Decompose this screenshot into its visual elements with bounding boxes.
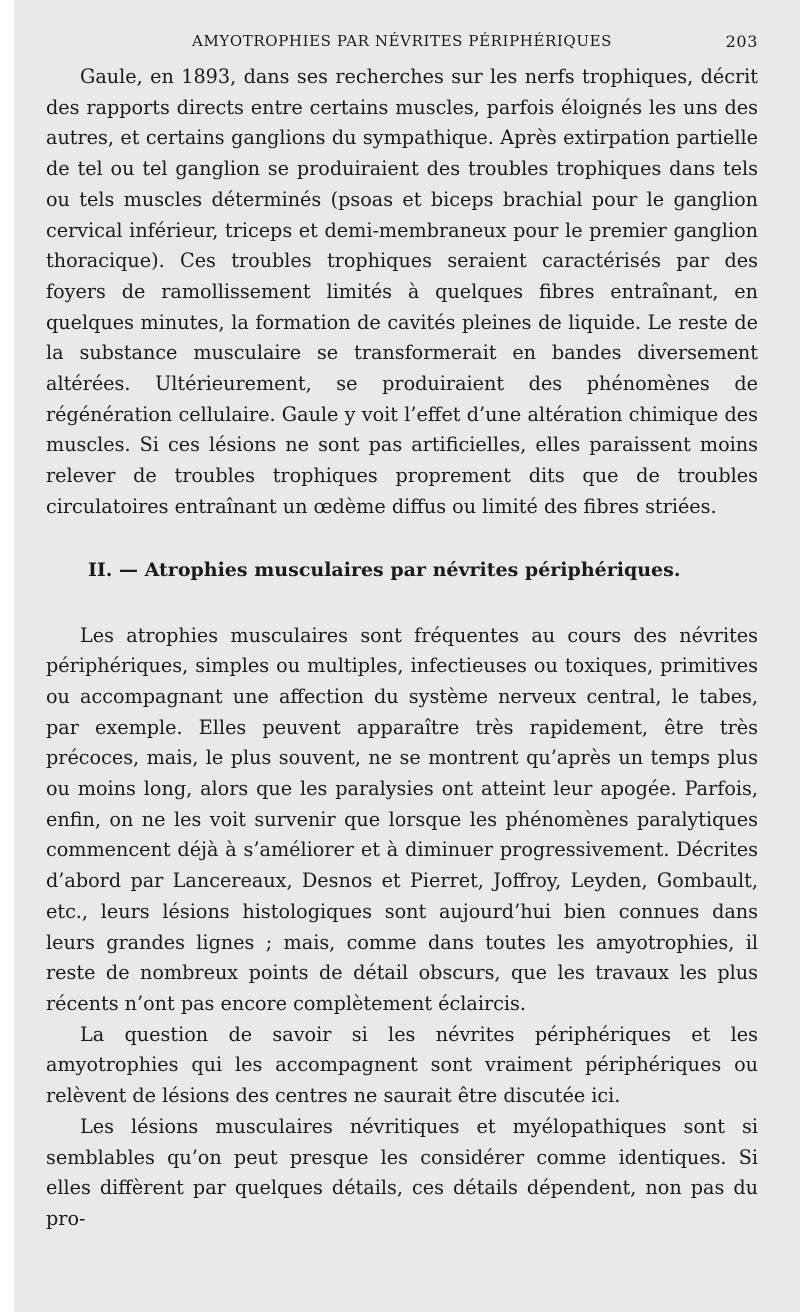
running-title: AMYOTROPHIES PAR NÉVRITES PÉRIPHÉRIQUES <box>192 32 612 50</box>
paragraph-atrophies: Les atrophies musculaires sont fréquentes au cours des névrites périphériques, simples ou multiples, infectieuses ou toxiques, primitives ou accompagnant une affection du système nerveux central, le tabes, par exemple. Elles peuvent apparaître très rapidement, être très précoces, mais, le plus souvent, ne se montrent qu’après un temps plus ou moins long, alors que les paralysies ont atteint leur apogée. Parfois, enfin, on ne les voit survenir que lorsque les phénomènes paralytiques commencent déjà à s’améliorer et à diminuer progressivement. Décrites d’abord par Lancereaux, Desnos et Pierret, Joffroy, Leyden, Gombault, etc., leurs lésions histologiques sont aujourd’hui bien connues dans leurs grandes lignes ; mais, comme dans toutes les amyotrophies, il reste de nombreux points de détail obscurs, que les travaux les plus récents n’ont pas encore complètement éclaircis. <box>46 623 758 1015</box>
section-heading: II. — Atrophies musculaires par névrites périphériques. <box>88 558 681 581</box>
paragraph-lesions: Les lésions musculaires névritiques et myélopathiques sont si semblables qu’on peut presque les considérer comme identiques. Si elles diffèrent par quelques détails, ces détails dépendent, non pas du pro- <box>46 1114 758 1230</box>
page-number: 203 <box>725 32 758 51</box>
paragraph-gaule: Gaule, en 1893, dans ses recherches sur les nerfs trophiques, décrit des rapports directs entre certains muscles, parfois éloignés les uns des autres, et certains ganglions du sympathique. Après extirpation partielle de tel ou tel ganglion se produiraient des troubles trophiques dans tels ou tels muscles déterminés (psoas et biceps brachial pour le ganglion cervical inférieur, triceps et demi-membraneux pour le premier ganglion thoracique). Ces troubles trophiques seraient caractérisés par des foyers de ramollissement limités à quelques fibres entraînant, en quelques minutes, la formation de cavités pleines de liquide. Le reste de la substance musculaire se transformerait en bandes diversement altérées. Ultérieurement, se produiraient des phénomènes de régénération cellulaire. Gaule y voit l’effet d’une altération chimique des muscles. Si ces lésions ne sont pas artificielles, elles paraissent moins relever de troubles trophiques proprement dits que de troubles circulatoires entraînant un œdème diffus ou limité des fibres striées. <box>46 65 758 518</box>
paragraph-question: La question de savoir si les névrites périphériques et les amyotrophies qui les accompagnent sont vraiment périphériques ou relèvent de lésions des centres ne saurait être discutée ici. <box>46 1022 758 1108</box>
running-head <box>46 32 758 62</box>
